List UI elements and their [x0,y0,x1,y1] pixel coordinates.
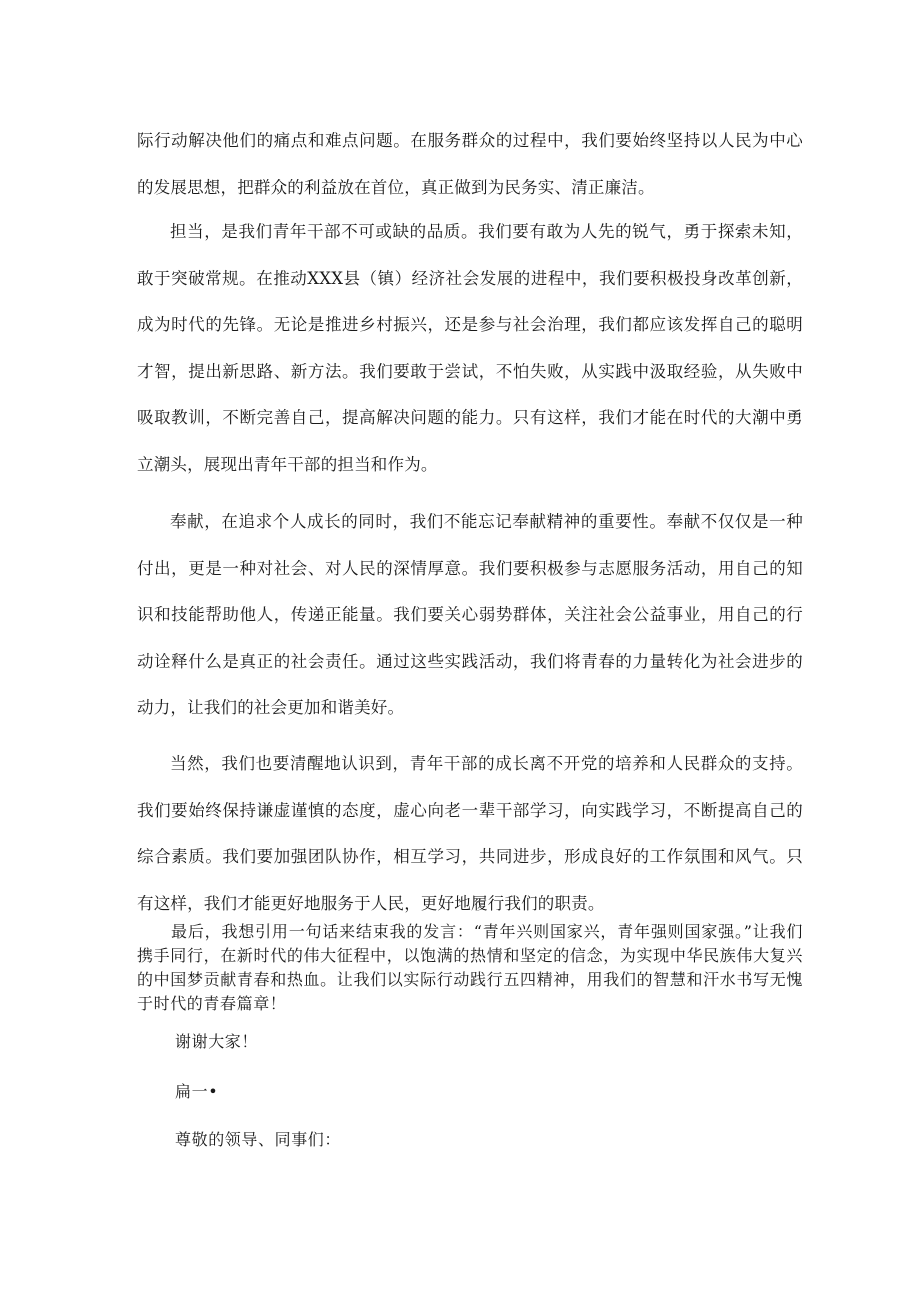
salutation-line: 尊敬的领导、同事们： [175,1130,342,1149]
paragraph-dedication: 奉献，在追求个人成长的同时，我们不能忘记奉献精神的重要性。奉献不仅仅是一种付出，更是一种对社会、对人民的深情厚意。我们要积极参与志愿服务活动，用自己的知识和技能帮助他人，传递正能量。我们要关心弱势群体，关注社会公益事业，用自己的行动诠释什么是真正的社会责任。通过这些实践活动，我们将青春的力量转化为社会进步的动力，让我们的社会更加和谐美好。 [137,512,803,717]
paragraph-service-continuation: 际行动解决他们的痛点和难点问题。在服务群众的过程中，我们要始终坚持以人民为中心的发展思想，把群众的利益放在首位，真正做到为民务实、清正廉洁。 [137,131,803,197]
paragraph-awareness: 当然，我们也要清醒地认识到，青年干部的成长离不开党的培养和人民群众的支持。我们要始终保持谦虚谨慎的态度，虚心向老一辈干部学习，向实践学习，不断提高自己的综合素质。我们要加强团队协作，相互学习，共同进步，形成良好的工作氛围和风气。只有这样，我们才能更好地服务于人民，更好地履行我们的职责。 [137,754,803,913]
paragraph-responsibility: 担当，是我们青年干部不可或缺的品质。我们要有敢为人先的锐气，勇于探索未知，敢于突破常规。在推动XXX县（镇）经济社会发展的进程中，我们要积极投身改革创新，成为时代的先锋。无论是推进乡村振兴，还是参与社会治理，我们都应该发挥自己的聪明才智，提出新思路、新方法。我们要敢于尝试，不怕失败，从实践中汲取经验，从失败中吸取教训，不断完善自己，提高解决问题的能力。只有这样，我们才能在时代的大潮中勇立潮头，展现出青年干部的担当和作为。 [137,222,803,474]
section-marker: 扁一• [175,1082,219,1101]
paragraph-closing-quote: 最后，我想引用一句话来结束我的发言：“青年兴则国家兴，青年强则国家强。”让我们携手同行，在新时代的伟大征程中，以饱满的热情和坚定的信念，为实现中华民族伟大复兴的中国梦贡献青春和热血。让我们以实际行动践行五四精神，用我们的智慧和汗水书写无愧于时代的青春篇章！ [137,922,803,1013]
thanks-line: 谢谢大家！ [175,1032,259,1051]
